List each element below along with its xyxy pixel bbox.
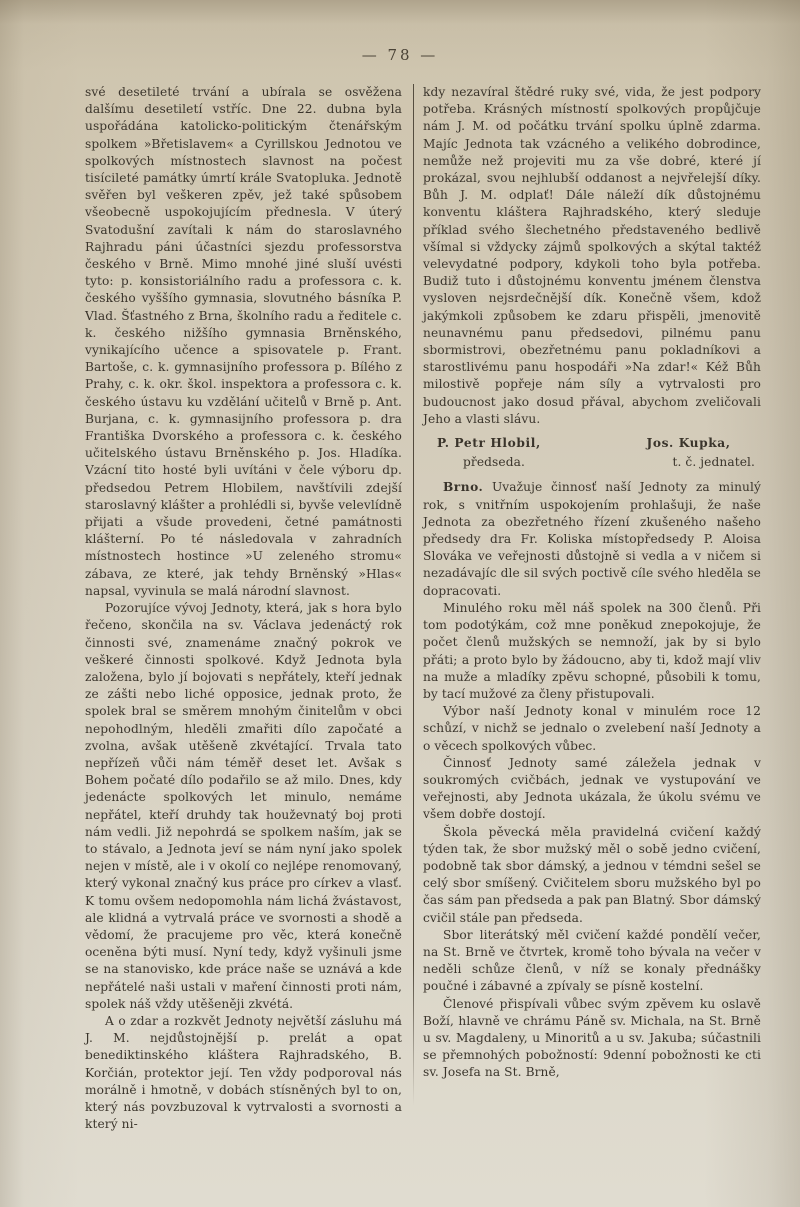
paragraph-brno-report	[423, 479, 761, 599]
right-column	[423, 84, 761, 1116]
signature-block	[437, 435, 755, 471]
column-divider-rule	[413, 84, 414, 1116]
signature-role: předseda.	[463, 455, 525, 470]
paragraph: A o zdar a rozkvět Jednoty největší zásluhu má J. M. nejdůstojnější p. prelát a opat benediktinského kláštera Rajhradského, B. Korčián, protektor její. Ten vždy podporoval nás morálně i hmotně, v dobách stísněných byl to on, který nás povzbuzoval k vytrvalosti a svornosti a který ni-	[85, 1013, 402, 1132]
report-text: Uvažuje činnosť naší Jednoty za minulý rok, s vnitřním uspokojením prohlašuji, že naše Jednota za obezřetného řízení zkušeného našeho předsedy dra Fr. Koliska místopředsedy P. Aloisa Slováka ve veřejnosti důstojně si vedla a v ničem si nezadávajíc dle sil svých poctivě cíle svého hleděla se dopracovati.	[423, 480, 761, 598]
report-city-lead: Brno.	[443, 480, 484, 495]
signature-role: t. č. jednatel.	[672, 455, 755, 470]
paragraph: Výbor naší Jednoty konal v minulém roce 12 schůzí, v nichž se jednalo o zvelebení naší Jednoty a o věcech spolkových vůbec.	[423, 704, 761, 753]
paragraph: Sbor literátský měl cvičení každé pondělí večer, na St. Brně ve čtvrtek, kromě toho bývala na večer v neděli schůze členů, v níž se konaly přednášky poučné i zábavné a zpívaly se písně kostelní.	[423, 927, 761, 994]
paragraph: Škola pěvecká měla pravidelná cvičení každý týden tak, že sbor mužský měl o sobě jedno cvičení, podobně tak sbor dámský, a jednou v témdni sešel se celý sbor smíšený. Cvičitelem sboru mužského byl po čas sám pan předseda a pak pan Blatný. Sbor dámský cvičil stále pan předseda.	[423, 824, 761, 925]
paragraph: Minulého roku měl náš spolek na 300 členů. Při tom podotýkám, což mne poněkud znepokojuje, že počet členů mužských se nemnoží, jak by si bylo přáti; a proto bylo by žádoucno, aby ti, kdož mají vliv na muže a mladíky zpěvu schopné, působili k tomu, by tací mužové za členy přistupovali.	[423, 600, 761, 701]
text-columns	[85, 84, 761, 1132]
signature-name: Jos. Kupka,	[646, 436, 731, 451]
left-column	[85, 84, 402, 1132]
paragraph: Členové přispívali vůbec svým zpěvem ku oslavě Boží, hlavně ve chrámu Páně sv. Michala, na St. Brně u sv. Magdaleny, u Minoritů a u sv. Jakuba; súčastnili se přemnohých pobožností: 9denní pobožnosti ke cti sv. Josefa na St. Brně,	[423, 996, 761, 1080]
signature-right	[646, 435, 755, 471]
paragraph: kdy nezavíral štědré ruky své, vida, že jest podpory potřeba. Krásných místností spolkových propůjčuje nám J. M. od počátku trvání spolku úplně zdarma. Majíc Jednota tak vzácného a velikého dobrodince, nemůže než projeviti mu za vše dobré, které jí prokázal, svou nejhlubší oddanost a nejvřelejší díky. Bůh J. M. odplať! Dále náleží dík důstojnému konventu kláštera Rajhradského, který sleduje příklad svého šlechetného představeného bedlivě všímal si vždycky zájmů spolkových a skýtal taktéž velevydatné podpory, kdykoli toho byla potřeba. Budiž tuto i důstojnému konventu jménem členstva vysloven nejsrdečnější dík. Konečně všem, kdož jakýmkoli způsobem ke zdaru přispěli, jmenovitě neunavnému panu předsedovi, pilnému panu sbormistrovi, obezřetnému panu pokladníkovi a starostlivému panu hospodáři »Na zdar!« Kéž Bůh milostivě popřeje nám síly a vytrvalosti pro budoucnost jako dosud přával, abychom zveličovali Jeho a vlasti slávu.	[423, 85, 761, 426]
paragraph: Činnosť Jednoty samé záležela jednak v soukromých cvičbách, jednak ve vystupování ve veřejnosti, aby Jednota ukázala, že úkolu svému ve všem dobře dostojí.	[423, 755, 761, 822]
signature-name: P. Petr Hlobil,	[437, 436, 541, 451]
page-number: — 78 —	[361, 46, 439, 64]
signature-left	[437, 435, 541, 471]
paragraph: Pozorujíce vývoj Jednoty, která, jak s hora bylo řečeno, skončila na sv. Václava jedenáctý rok činnosti své, znamenáme značný pokrok ve veškeré činnosti spolkové. Když Jednota byla založena, bylo jí bojovati s nepřátely, kteří jednak ze zášti nebo liché opposice, jednak proto, že spolek bral se směrem mnohým činitelům v obci nepohodlným, hleděli zmařiti dílo započaté a zvolna, avšak utěšeně zkvétající. Trvala tato nepřízeň vůči nám téměř deset let. Avšak s Bohem počaté dílo podařilo se až milo. Dnes, kdy jedenácte spolkových let minulo, nemáme nepřátel, kteří druhdy tak houževnatý boj proti nám vedli. Již nepohrdá se spolkem naším, jak se to stávalo, a Jednota jeví se nám nyní jako spolek nejen v místě, ale i v okolí co nejlépe renomovaný, který vykonal značný kus práce pro církev a vlasť. K tomu ovšem nedopomohla nám lichá žvástavost, ale klidná a vytrvalá práce ve svornosti a shodě a vědomí, že pracujeme pro věc, která konečně oceněna býti musí. Nyní tedy, když vyšinuli jsme se na stanovisko, kde práce naše se uznává a kde nepřátelé naši ustali v maření činnosti proti nám, spolek náš vždy utěšeněji zkvétá.	[85, 601, 402, 1011]
paragraph: své desetileté trvání a ubírala se osvěžena dalšímu desetiletí vstříc. Dne 22. dubna byla uspořádána katolicko-politickým čtenářským spolkem »Břetislavem« a Cyrillskou Jednotou ve spolkových místnostech slavnost na počest tisícileté památky úmrtí krále Svatopluka. Jednotě svěřen byl veškeren zpěv, jež také spůsobem všeobecně uspokojujícím přednesla. V úterý Svatodušní zavítali k nám do staroslavného Rajhradu páni účastníci sjezdu professorstva českého v Brně. Mimo mnohé jiné sluší uvésti tyto: p. konsistoriálního radu a professora c. k. českého vyššího gymnasia, slovutného básníka P. Vlad. Šťastného z Brna, školního radu a ředitele c. k. českého nižšího gymnasia Brněnského, vynikajícího učence a spisovatele p. Frant. Bartoše, c. k. gymnasijního professora p. Bílého z Prahy, c. k. okr. škol. inspektora a professora c. k. českého ústavu ku vzdělání učitelů v Brně p. Ant. Burjana, c. k. gymnasijního professora p. dra Františka Dvorského a professora c. k. českého učitelského ústavu Brněnského p. Jos. Hladíka. Vzácní tito hosté byli uvítáni v čele výboru dp. předsedou Petrem Hlobilem, navštívili zdejší staroslavný klášter a prohlédli si, byvše velevlídně přijati a všude provedeni, četné památnosti klášterní. Po té následovala v zahradních místnostech hostince »U zeleného stromu« zábava, ze které, jak tehdy Brněnský »Hlas« napsal, vyvinula se malá národní slavnost.	[85, 85, 402, 598]
